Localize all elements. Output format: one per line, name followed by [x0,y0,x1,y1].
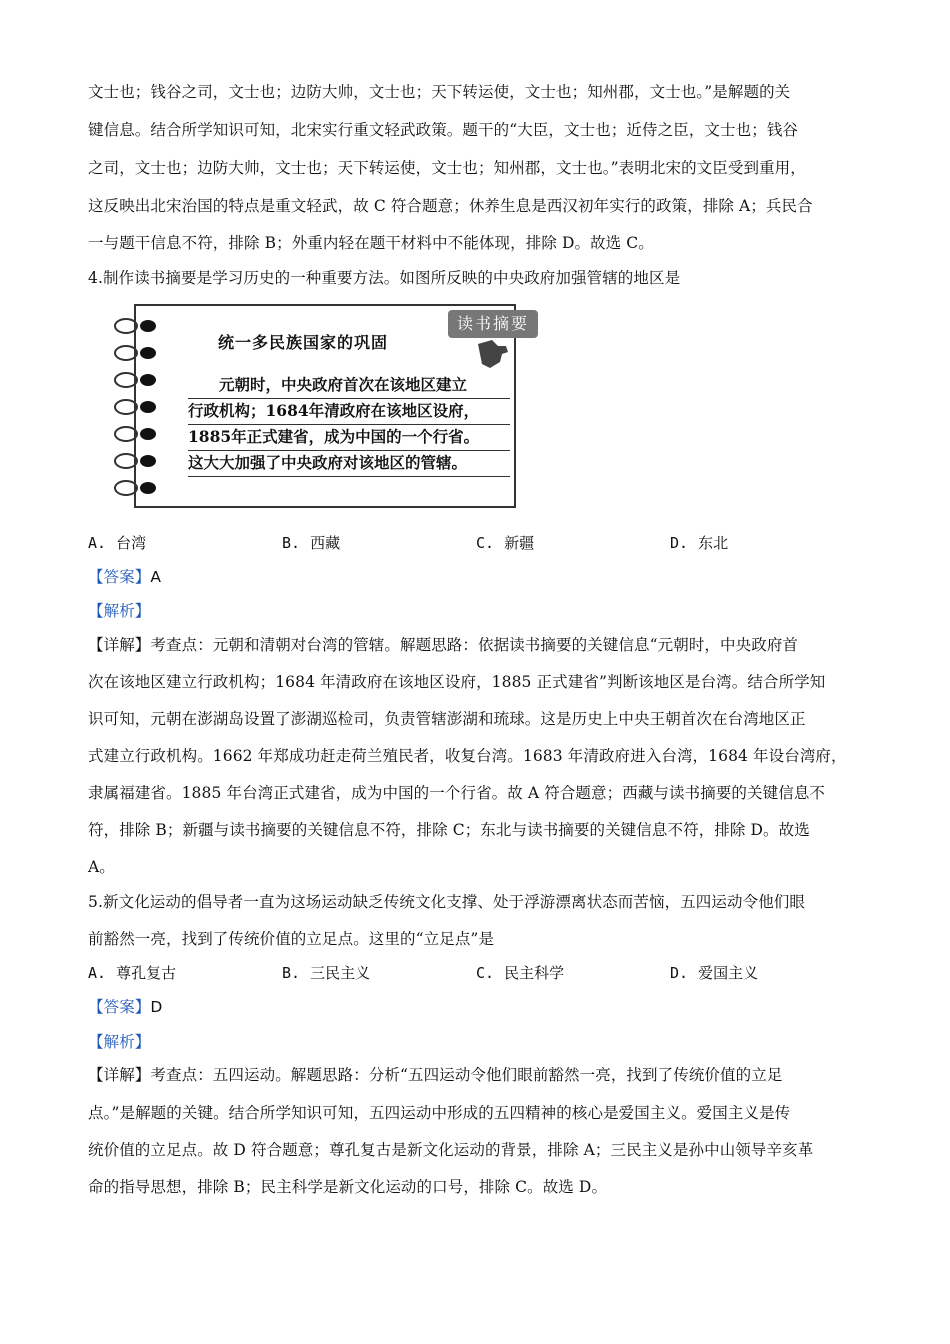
option-label: A. [88,964,107,982]
notes-line: 行政机构；1684年清政府在该地区设府， [188,400,510,425]
option-label: D. [670,534,689,552]
q4-stem: 4.制作读书摘要是学习历史的一种重要方法。如图所反映的中央政府加强管辖的地区是 [88,269,681,287]
option-text: 爱国主义 [698,964,759,982]
q4-detail-line: A。 [88,858,115,876]
q5-option-c[interactable] [476,962,564,983]
q5-answer [88,995,878,1017]
option-text: 台湾 [116,534,147,552]
notes-line: 这大大加强了中央政府对该地区的管辖。 [188,452,510,477]
q4-detail-line [88,633,878,655]
answer-value: A [150,568,162,586]
q5-stem-line: 5.新文化运动的倡导者一直为这场运动缺乏传统文化支撑、处于浮游漂离状态而苦恼，五四运动令他们眼 [88,893,805,911]
q3-tail-line: 这反映出北宋治国的特点是重文轻武，故 C 符合题意；休养生息是西汉初年实行的政策，排除 A；兵民合 [88,197,813,215]
answer-tag: 【答案】 [88,568,151,586]
q3-tail-line: 一与题干信息不符，排除 B；外重内轻在题干材料中不能体现，排除 D。故选 C。 [88,234,654,252]
option-label: C. [476,534,495,552]
notes-line: 1885年正式建省，成为中国的一个行省。 [188,426,510,451]
notes-title: 统一多民族国家的巩固 [218,333,389,352]
detail-text: 考查点：元朝和清朝对台湾的管辖。解题思路：依据读书摘要的关键信息“元朝时，中央政府首 [150,636,799,654]
spiral-ring-icon [112,316,158,336]
spiral-ring-icon [112,343,158,363]
spiral-ring-icon [112,451,158,471]
q5-analysis-tag: 【解析】 [88,1033,151,1051]
option-label: D. [670,964,689,982]
q5-detail-line: 命的指导思想，排除 B；民主科学是新文化运动的口号，排除 C。故选 D。 [88,1178,608,1196]
answer-tag: 【答案】 [88,998,151,1016]
notebook-page [134,304,529,508]
spiral-ring-icon [112,397,158,417]
option-text: 三民主义 [310,964,371,982]
pointing-hand-icon [472,338,512,372]
spiral-ring-icon [112,478,158,498]
q4-detail-line: 式建立行政机构。1662 年郑成功赶走荷兰殖民者，收复台湾。1683 年清政府进入台湾，1684 年设台湾府， [88,747,847,765]
q5-detail-line: 点。”是解题的关键。结合所学知识可知，五四运动中形成的五四精神的核心是爱国主义。爱国主义是传 [88,1104,791,1122]
notes-tag: 读书摘要 [448,310,538,338]
q4-detail-line: 识可知，元朝在澎湖岛设置了澎湖巡检司，负责管辖澎湖和琉球。这是历史上中央王朝首次在台湾地区正 [88,710,806,728]
q4-option-d[interactable] [670,532,728,553]
reading-notes-figure [112,302,529,510]
q4-analysis-tag: 【解析】 [88,602,151,620]
option-label: B. [282,964,301,982]
q4-option-a[interactable] [88,532,146,553]
q4-detail-line: 隶属福建省。1885 年台湾正式建省，成为中国的一个行省。故 A 符合题意；西藏与读书摘要的关键信息不 [88,784,826,802]
spiral-ring-icon [112,370,158,390]
q5-detail-line: 统价值的立足点。故 D 符合题意；尊孔复古是新文化运动的背景，排除 A；三民主义是孙中山领导辛亥革 [88,1141,814,1159]
q5-stem-line: 前豁然一亮，找到了传统价值的立足点。这里的“立足点”是 [88,930,495,948]
q3-tail-line: 键信息。结合所学知识可知，北宋实行重文轻武政策。题干的“大臣，文士也；近侍之臣，文士也；钱谷 [88,121,799,139]
q5-detail-line [88,1063,878,1085]
detail-text: 考查点：五四运动。解题思路：分析“五四运动令他们眼前豁然一亮，找到了传统价值的立足 [150,1066,783,1084]
q4-option-b[interactable] [282,532,340,553]
option-label: C. [476,964,495,982]
q4-detail-line: 符，排除 B；新疆与读书摘要的关键信息不符，排除 C；东北与读书摘要的关键信息不符，排除 D。故选 [88,821,810,839]
q4-answer [88,565,878,587]
answer-value: D [150,998,163,1016]
q4-option-c[interactable] [476,532,534,553]
detail-tag: 【详解】 [88,636,151,654]
option-label: A. [88,534,107,552]
detail-tag: 【详解】 [88,1066,151,1084]
option-text: 民主科学 [504,964,565,982]
q5-option-d[interactable] [670,962,758,983]
q4-detail-line: 次在该地区建立行政机构；1684 年清政府在该地区设府，1885 正式建省”判断该地区是台湾。结合所学知 [88,673,826,691]
option-text: 尊孔复古 [116,964,177,982]
option-text: 新疆 [504,534,535,552]
q5-option-b[interactable] [282,962,370,983]
option-label: B. [282,534,301,552]
q3-tail-line: 文士也；钱谷之司，文士也；边防大帅，文士也；天下转运使，文士也；知州郡，文士也。”是解题的关 [88,83,791,101]
option-text: 东北 [698,534,729,552]
spiral-ring-icon [112,424,158,444]
notes-line: 元朝时，中央政府首次在该地区建立 [188,374,510,399]
q3-tail-line: 之司，文士也；边防大帅，文士也；天下转运使，文士也；知州郡，文士也。”表明北宋的文臣受到重用， [88,159,806,177]
option-text: 西藏 [310,534,341,552]
q5-option-a[interactable] [88,962,176,983]
